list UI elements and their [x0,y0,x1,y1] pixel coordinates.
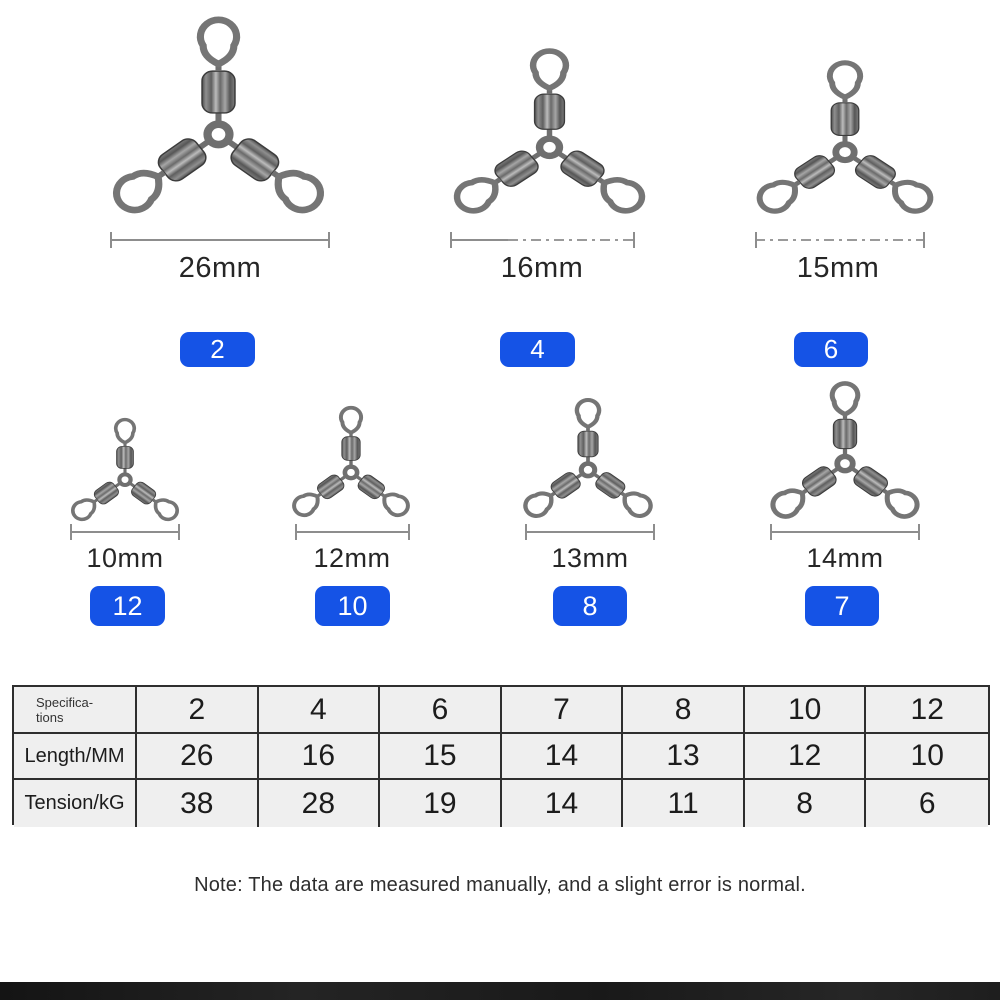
bottom-bar [0,982,1000,1000]
table-cell-tension: 6 [866,780,988,827]
size-badge: 10 [315,586,390,626]
table-cell-spec: 4 [259,687,381,734]
size-label: 15mm [796,252,880,284]
three-way-swivel-graphic [111,15,326,215]
table-cell-length: 14 [502,734,624,780]
spec-table [12,685,990,825]
size-label: 12mm [313,543,391,573]
three-way-swivel-graphic [291,405,411,518]
three-way-swivel-graphic [522,397,654,519]
table-cell-length: 16 [259,734,381,780]
size-label: 16mm [500,252,584,284]
table-cell-spec: 6 [380,687,502,734]
table-cell-length: 26 [137,734,259,780]
table-cell-tension: 28 [259,780,381,827]
table-cell-spec: 2 [137,687,259,734]
size-badge: 4 [500,332,575,367]
dimension-line [525,531,655,533]
size-badge: 6 [794,332,868,367]
dimension-line [110,239,330,241]
table-cell-length: 15 [380,734,502,780]
table-cell-spec: 7 [502,687,624,734]
spec-label-line1: Specifica- [36,694,94,710]
dimension-line [755,239,925,241]
dimension-line [450,239,635,241]
table-cell-spec: 8 [623,687,745,734]
size-label: 10mm [86,543,164,573]
table-cell-length: 10 [866,734,988,780]
three-way-swivel-graphic [70,417,180,522]
table-header-length: Length/MM [14,734,137,780]
size-badge: 2 [180,332,255,367]
table-cell-tension: 38 [137,780,259,827]
dimension-line [70,531,180,533]
table-cell-tension: 11 [623,780,745,827]
table-cell-length: 12 [745,734,867,780]
three-way-swivel-graphic [452,47,647,215]
size-label: 14mm [806,543,884,573]
three-way-swivel-graphic [755,59,935,215]
table-cell-spec: 10 [745,687,867,734]
dimension-line [770,531,920,533]
dimension-line [295,531,410,533]
size-badge: 7 [805,586,879,626]
table-cell-length: 13 [623,734,745,780]
table-cell-tension: 8 [745,780,867,827]
table-cell-tension: 19 [380,780,502,827]
size-label: 13mm [551,543,629,573]
spec-label-line2: tions [36,709,64,725]
table-header-specifications [14,687,137,734]
three-way-swivel-graphic [769,380,921,520]
size-badge: 12 [90,586,165,626]
size-badge: 8 [553,586,627,626]
size-label: 26mm [178,252,262,284]
table-header-tension: Tension/kG [14,780,137,827]
table-cell-spec: 12 [866,687,988,734]
table-cell-tension: 14 [502,780,624,827]
note-text: Note: The data are measured manually, and a slight error is normal. [194,874,806,896]
